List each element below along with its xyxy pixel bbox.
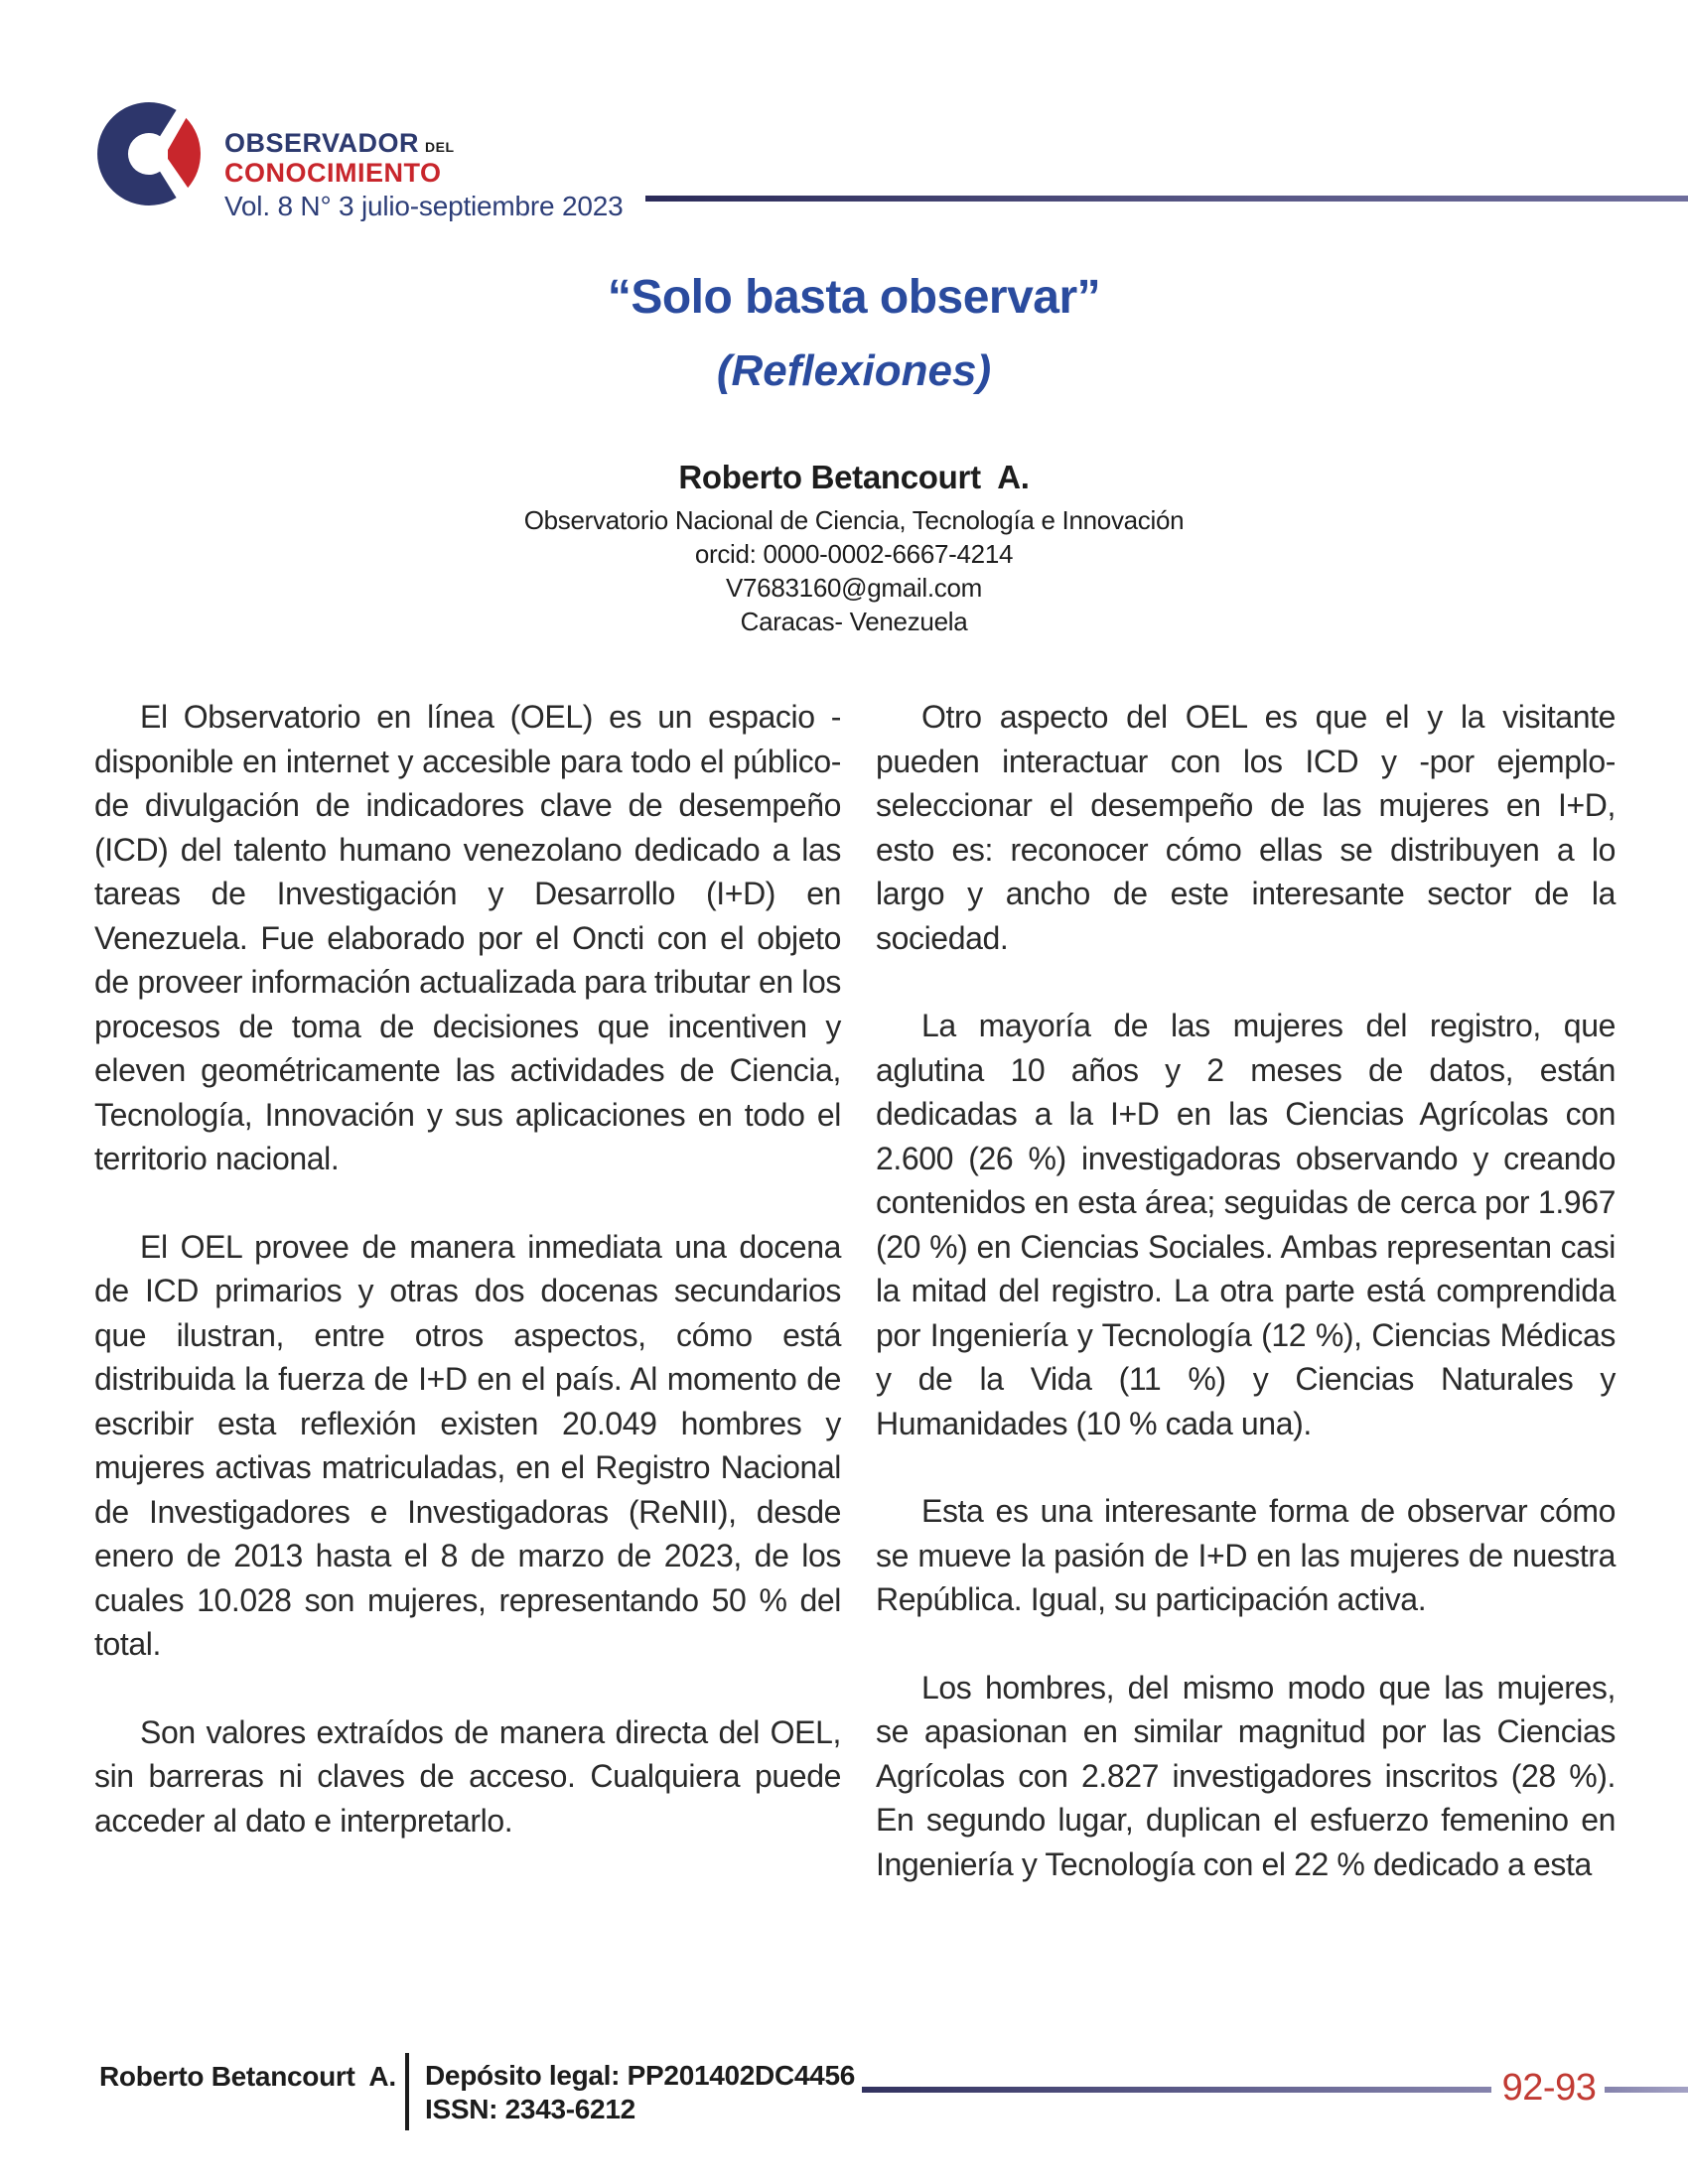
brand-block [224, 130, 624, 220]
body-paragraph: Otro aspecto del OEL es que el y la visitante pueden interactuar con los ICD y -por ejemplo- seleccionar el desempeño de las mujeres en I+D, esto es: reconocer cómo ellas se distribuyen a lo largo y ancho de este interesante sector de la sociedad. [876, 699, 1616, 956]
brand-name-del: DEL [425, 139, 455, 155]
body-paragraph: Esta es una interesante forma de observar cómo se mueve la pasión de I+D en las mujeres de nuestra República. Igual, su participación activa. [876, 1493, 1616, 1617]
footer-author-name: Roberto Betancourt A. [99, 2061, 396, 2092]
header-divider-rule [645, 196, 1688, 202]
issue-label: Vol. 8 N° 3 julio-septiembre 2023 [224, 191, 624, 221]
footer-vertical-divider [405, 2053, 409, 2130]
brand-name-conocimiento: CONOCIMIENTO [224, 158, 442, 188]
body-paragraph: Son valores extraídos de manera directa del OEL, sin barreras ni claves de acceso. Cualquiera puede acceder al dato e interpretarlo. [94, 1713, 841, 1839]
body-column-right [876, 695, 1616, 1930]
logo-ring [97, 102, 177, 205]
author-name: Roberto Betancourt A. [678, 459, 1030, 495]
logo-wedge [168, 118, 201, 188]
author-orcid: orcid: 0000-0002-6667-4214 [694, 539, 1014, 569]
author-location: Caracas- Venezuela [740, 607, 968, 636]
page-subtitle: (Reflexiones) [716, 346, 992, 395]
footer-rule-left [862, 2087, 1491, 2093]
page-title: “Solo basta observar” [607, 271, 1101, 324]
observador-conocimiento-logo-icon [97, 97, 207, 210]
body-paragraph: El OEL provee de manera inmediata una docena de ICD primarios y otras dos docenas secundarios que ilustran, entre otros aspectos, cómo está distribuida la fuerza de I+D en el país. Al momento de escribir esta reflexión existen 20.049 hombres y mujeres activas matriculadas, en el Registro Nacional de Investigadores e Investigadoras (ReNII), desde enero de 2013 hasta el 8 de marzo de 2023, de los cuales 10.028 son mujeres, representando 50 % del total. [94, 1228, 841, 1662]
author-email: V7683160@gmail.com [725, 573, 983, 603]
author-block [94, 459, 1614, 638]
page-number: 92-93 [1501, 2067, 1597, 2109]
body-paragraph: Los hombres, del mismo modo que las mujeres, se apasionan en similar magnitud por las Ciencias Agrícolas con 2.827 investigadores inscritos (28 %). En segundo lugar, duplican el esfuerzo femenino en Ingeniería y Tecnología con el 22 % dedicado a esta [876, 1669, 1616, 1882]
footer-legal-block [425, 2059, 855, 2126]
footer-deposito-legal: Depósito legal: PP201402DC4456 [425, 2060, 855, 2091]
title-block [94, 270, 1614, 396]
body-paragraph: El Observatorio en línea (OEL) es un espacio -disponible en internet y accesible para todo el público- de divulgación de indicadores clave de desempeño (ICD) del talento humano venezolano dedicado a las tareas de Investigación y Desarrollo (I+D) en Venezuela. Fue elaborado por el Oncti con el objeto de proveer información actualizada para tributar en los procesos de toma de decisiones que incentiven y eleven geométricamente las actividades de Ciencia, Tecnología, Innovación y sus aplicaciones en todo el territorio nacional. [94, 699, 841, 1176]
footer-rule-right [1605, 2087, 1688, 2093]
body-paragraph: La mayoría de las mujeres del registro, que aglutina 10 años y 2 meses de datos, están dedicadas a la I+D en las Ciencias Agrícolas con 2.600 (26 %) investigadoras observando y creando contenidos en esta área; seguidas de cerca por 1.967 (20 %) en Ciencias Sociales. Ambas representan casi la mitad del registro. La otra parte está comprendida por Ingeniería y Tecnología (12 %), Ciencias Médicas y de la Vida (11 %) y Ciencias Naturales y Humanidades (10 % cada una). [876, 1008, 1616, 1441]
brand-name-observador: OBSERVADOR [224, 128, 420, 158]
author-affiliation: Observatorio Nacional de Ciencia, Tecnología e Innovación [523, 505, 1185, 535]
footer-issn: ISSN: 2343-6212 [425, 2094, 635, 2124]
body-column-left [94, 695, 841, 1886]
